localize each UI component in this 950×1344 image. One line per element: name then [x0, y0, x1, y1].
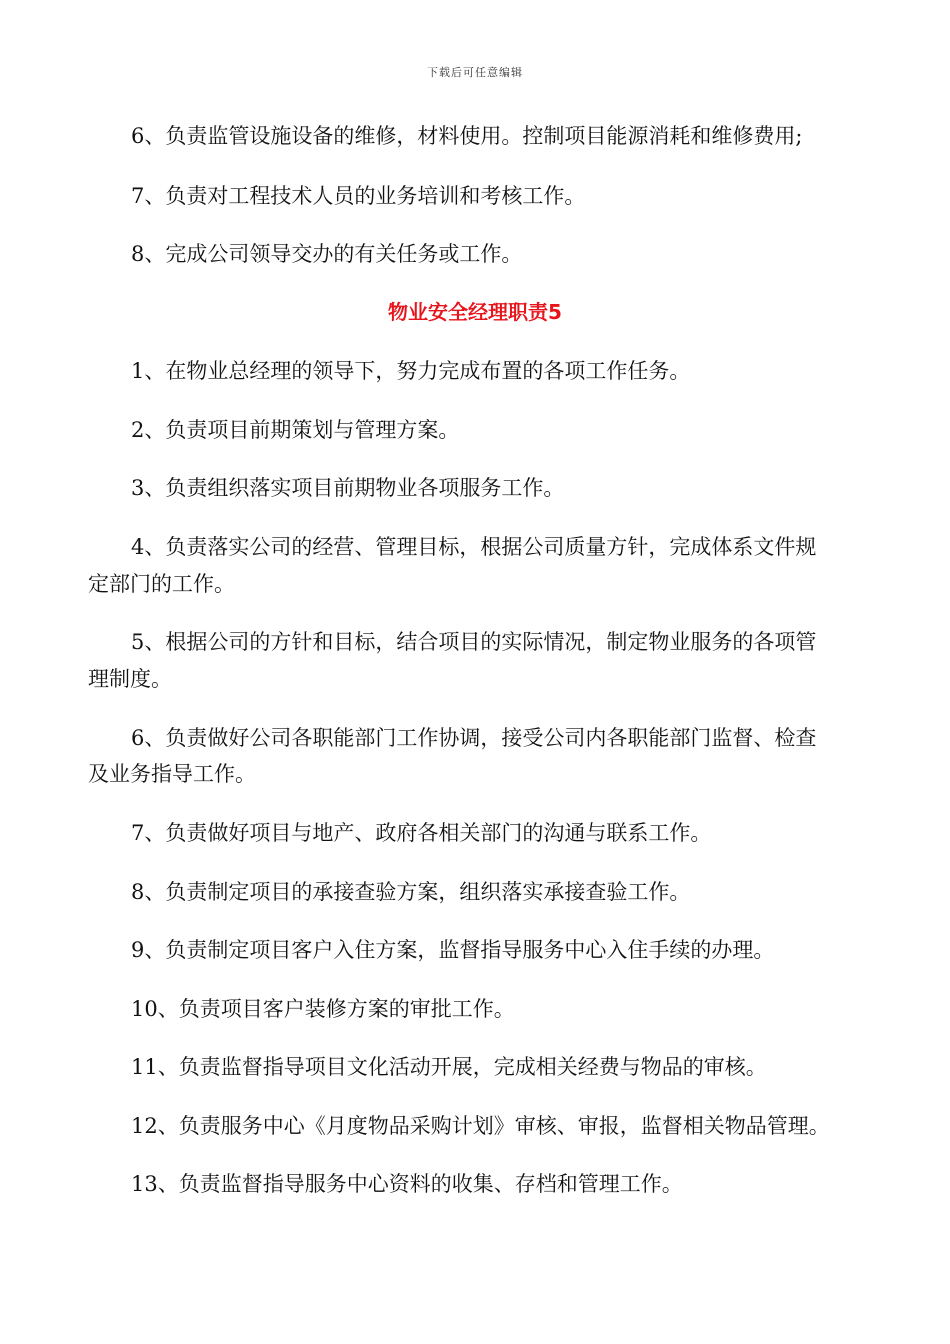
- list-item: 8、完成公司领导交办的有关任务或工作。: [131, 242, 523, 266]
- list-item: 10、负责项目客户装修方案的审批工作。: [131, 997, 515, 1021]
- list-item: 13、负责监督指导服务中心资料的收集、存档和管理工作。: [131, 1172, 683, 1196]
- list-item: 7、负责对工程技术人员的业务培训和考核工作。: [131, 184, 586, 208]
- list-item: 12、负责服务中心《月度物品采购计划》审核、审报，监督相关物品管理。: [131, 1114, 830, 1138]
- list-item-continuation: 及业务指导工作。: [88, 762, 256, 786]
- list-item-continuation: 定部门的工作。: [88, 572, 235, 596]
- section-title: 物业安全经理职责5: [388, 300, 562, 324]
- list-item: 6、负责监管设施设备的维修，材料使用。控制项目能源消耗和维修费用;: [131, 124, 803, 148]
- list-item: 11、负责监督指导项目文化活动开展，完成相关经费与物品的审核。: [131, 1055, 767, 1079]
- list-item-continuation: 理制度。: [88, 667, 172, 691]
- list-item: 2、负责项目前期策划与管理方案。: [131, 418, 460, 442]
- list-item: 4、负责落实公司的经营、管理目标，根据公司质量方针，完成体系文件规: [131, 535, 817, 559]
- list-item: 9、负责制定项目客户入住方案，监督指导服务中心入住手续的办理。: [131, 938, 775, 962]
- list-item: 3、负责组织落实项目前期物业各项服务工作。: [131, 476, 565, 500]
- list-item: 8、负责制定项目的承接查验方案，组织落实承接查验工作。: [131, 880, 691, 904]
- list-item: 6、负责做好公司各职能部门工作协调，接受公司内各职能部门监督、检查: [131, 726, 817, 750]
- list-item: 5、根据公司的方针和目标，结合项目的实际情况，制定物业服务的各项管: [131, 630, 817, 654]
- header-note: 下载后可任意编辑: [427, 66, 523, 79]
- list-item: 7、负责做好项目与地产、政府各相关部门的沟通与联系工作。: [131, 821, 712, 845]
- list-item: 1、在物业总经理的领导下，努力完成布置的各项工作任务。: [131, 359, 691, 383]
